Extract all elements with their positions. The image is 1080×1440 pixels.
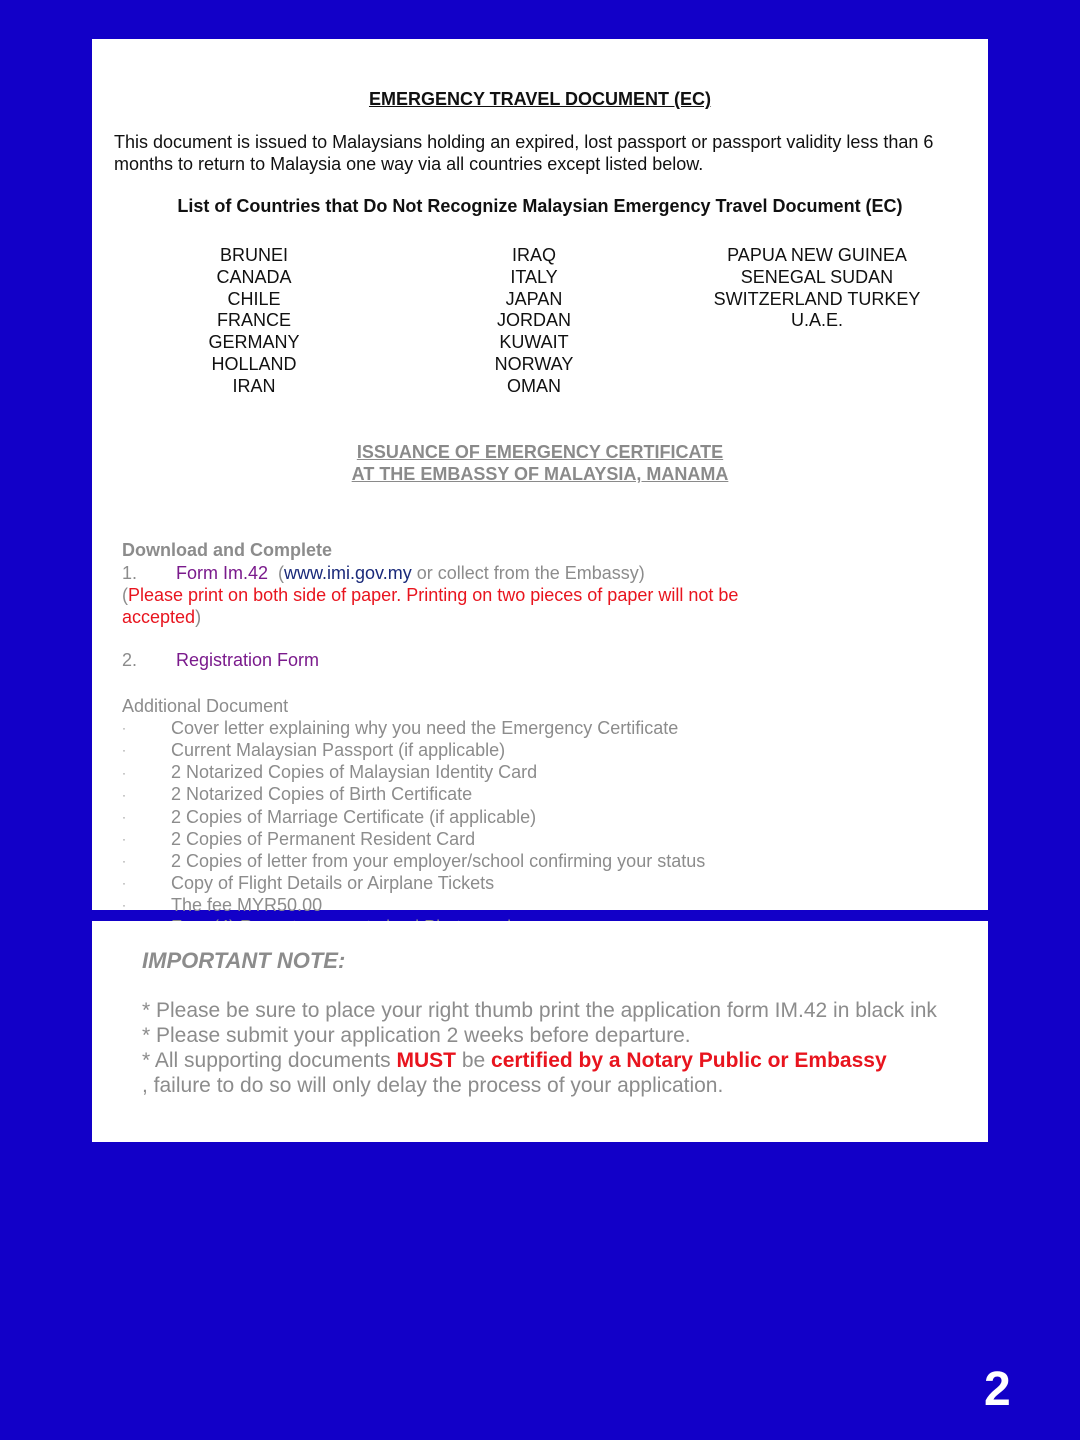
country-name: SWITZERLAND TURKEY <box>713 288 921 309</box>
list-item <box>122 762 705 784</box>
list-item-text: Current Malaysian Passport (if applicable) <box>171 740 506 761</box>
list-item-text: Cover letter explaining why you need the Emergency Certificate <box>171 718 679 738</box>
bullet-icon: · <box>122 743 126 758</box>
bullet-icon: · <box>122 854 126 869</box>
country-name: SENEGAL SUDAN <box>740 266 894 287</box>
country-name: IRAQ <box>511 245 556 265</box>
bullet-icon: · <box>122 765 126 780</box>
country-name: OMAN <box>507 375 561 396</box>
list-item-text: The fee MYR50.00 <box>171 895 323 916</box>
note-line-2: * Please submit your application 2 weeks before departure. <box>142 1024 691 1047</box>
registration-form-link[interactable]: Registration Form <box>176 650 320 670</box>
list-item <box>122 718 705 740</box>
list-item <box>122 851 705 873</box>
list-item <box>122 784 705 806</box>
bullet-icon: · <box>122 809 126 824</box>
country-name: GERMANY <box>208 332 300 353</box>
imi-url-link[interactable]: www.imi.gov.my <box>284 563 412 583</box>
paren-open: ( <box>278 563 285 583</box>
download-item-1 <box>122 562 645 584</box>
note-body <box>142 998 942 1098</box>
note-line-3 <box>142 1048 942 1098</box>
note-line-3-b: be <box>455 1049 492 1072</box>
country-name: CANADA <box>216 266 292 287</box>
country-name: BRUNEI <box>219 245 288 265</box>
list-item-text: 2 Copies of Permanent Resident Card <box>171 828 476 849</box>
additional-heading: Additional Document <box>122 696 289 716</box>
important-note-card <box>92 921 988 1142</box>
list-item-text: Copy of Flight Details or Airplane Tickets <box>171 872 495 893</box>
document-title: EMERGENCY TRAVEL DOCUMENT (EC) <box>368 89 712 109</box>
country-name: CHILE <box>227 288 281 309</box>
country-name: HOLLAND <box>211 353 297 374</box>
collect-text: or collect from the Embassy) <box>411 563 645 583</box>
list-item-text: 2 Copies of Marriage Certificate (if applicable) <box>171 806 537 827</box>
print-note <box>122 584 822 628</box>
item-number: 2. <box>122 650 138 670</box>
countries-column-3 <box>697 245 937 332</box>
country-name: NORWAY <box>494 353 574 374</box>
download-heading: Download and Complete <box>122 540 333 560</box>
country-name: PAPUA NEW GUINEA <box>727 245 907 265</box>
country-name: JAPAN <box>505 288 563 309</box>
list-item-text: 2 Notarized Copies of Birth Certificate <box>171 784 473 805</box>
list-item <box>122 873 705 895</box>
list-item <box>122 895 705 917</box>
list-item-text: 2 Copies of letter from your employer/school confirming your status <box>171 850 706 871</box>
issuance-line-1: ISSUANCE OF EMERGENCY CERTIFICATE <box>356 442 724 462</box>
countries-column-1 <box>184 245 324 398</box>
form-im42-link[interactable]: Form Im.42 <box>176 563 269 583</box>
country-name: ITALY <box>510 266 558 287</box>
note-title: IMPORTANT NOTE: <box>142 948 346 973</box>
download-item-2 <box>122 649 319 671</box>
intro-paragraph: This document is issued to Malaysians holding an expired, lost passport or passport validity less than 6 months to return to Malaysia one way via all countries except listed below. <box>114 132 934 174</box>
paren-open: ( <box>122 585 128 605</box>
issuance-line-2: AT THE EMBASSY OF MALAYSIA, MANAMA <box>351 464 729 484</box>
page-number: 2 <box>984 1363 1011 1416</box>
bullet-icon: · <box>122 721 126 736</box>
countries-column-2 <box>464 245 604 398</box>
note-line-1: * Please be sure to place your right thumb print the application form IM.42 in black ink <box>142 999 937 1022</box>
bullet-icon: · <box>122 787 126 802</box>
country-name: FRANCE <box>216 310 291 331</box>
country-name: U.A.E. <box>790 310 843 331</box>
note-line-3-c: , failure to do so will only delay the process of your application. <box>142 1074 724 1097</box>
country-name: JORDAN <box>496 310 571 331</box>
paren-close: ) <box>195 607 202 627</box>
bullet-icon: · <box>122 832 126 847</box>
countries-list-heading: List of Countries that Do Not Recognize Malaysian Emergency Travel Document (EC) <box>177 196 903 216</box>
item-number: 1. <box>122 563 138 583</box>
additional-list <box>122 718 705 939</box>
country-name: IRAN <box>232 375 276 396</box>
bullet-icon: · <box>122 898 126 913</box>
list-item-text: 2 Notarized Copies of Malaysian Identity Card <box>171 762 538 783</box>
print-note-text: Please print on both side of paper. Printing on two pieces of paper will not be accepted <box>122 585 739 627</box>
issuance-heading <box>92 441 988 485</box>
list-item <box>122 740 705 762</box>
certified-text: certified by a Notary Public or Embassy <box>491 1049 887 1072</box>
list-item <box>122 807 705 829</box>
country-name: KUWAIT <box>499 332 569 353</box>
note-line-3-a: * All supporting documents <box>142 1049 397 1072</box>
bullet-icon: · <box>122 876 126 891</box>
list-item <box>122 829 705 851</box>
must-text: MUST <box>396 1049 456 1072</box>
document-card <box>92 39 988 916</box>
